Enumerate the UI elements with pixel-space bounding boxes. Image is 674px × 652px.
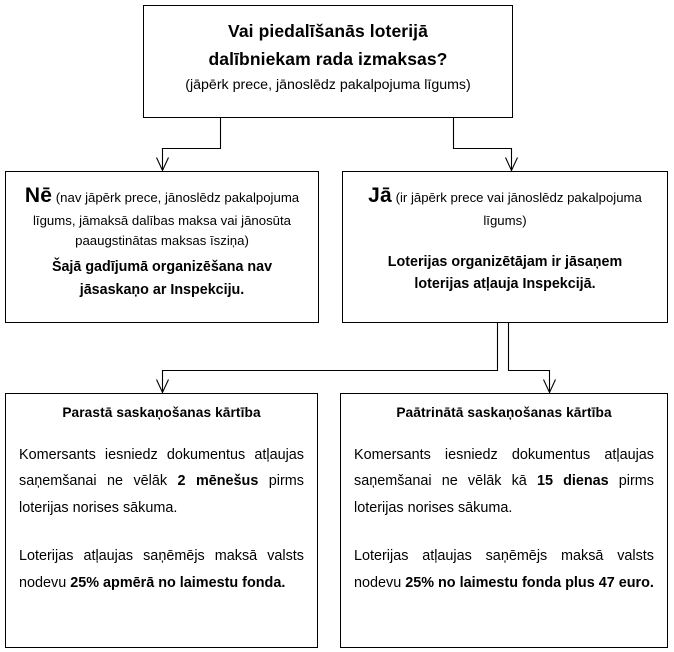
- question-subtitle: (jāpērk prece, jānoslēdz pakalpojuma līgums): [185, 76, 471, 93]
- yes-qualifier-line-1: (ir jāpērk prece vai jānoslēdz pakalpojuma: [395, 190, 642, 205]
- standard-paragraph-2: Loterijas atļaujas saņēmējs maksā valsts nodevu 25% apmērā no laimestu fonda.: [19, 548, 304, 592]
- yes-label: Jā: [368, 184, 392, 207]
- connector-yes-to-standard: [157, 323, 498, 393]
- node-no-branch: [5, 171, 319, 323]
- yes-outcome-line-2: loterijas atļauja Inspekcijā.: [414, 276, 596, 293]
- standard-title: Parastā saskaņošanas kārtība: [62, 405, 261, 420]
- no-qualifier-line-1: (nav jāpērk prece, jānoslēdz pakalpojuma: [55, 190, 300, 205]
- no-label: Nē: [24, 184, 53, 207]
- fast-title: Paātrinātā saskaņošanas kārtība: [396, 405, 612, 420]
- question-title-line-1: Vai piedalīšanās loterijā: [228, 21, 428, 41]
- node-question: [143, 5, 513, 118]
- yes-qualifier-line-2: līgums): [483, 213, 527, 229]
- node-yes-branch: [342, 171, 668, 323]
- no-outcome-line-1: Šajā gadījumā organizēšana nav: [51, 259, 273, 276]
- yes-qualifier: [351, 180, 659, 231]
- question-title-line-2: dalībniekam rada izmaksas?: [208, 49, 448, 70]
- no-qualifier-line-2: līgums, jāmaksā dalības maksa vai jānosūta: [32, 213, 291, 229]
- fast-paragraph-1: Komersants iesniedz dokumentus atļaujas saņemšanai ne vēlāk kā 15 dienas pirms loterijas norises sākuma.: [354, 446, 654, 516]
- fast-paragraph-2: Loterijas atļaujas saņēmējs maksā valsts nodevu 25% no laimestu fonda plus 47 euro.: [354, 548, 654, 592]
- yes-outcome-line-1: Loterijas organizētājam ir jāsaņem: [387, 253, 623, 270]
- connector-question-to-yes: [454, 118, 518, 171]
- no-outcome-line-2: jāsaskaņo ar Inspekciju.: [79, 281, 245, 298]
- standard-paragraph-1: Komersants iesniedz dokumentus atļaujas saņemšanai ne vēlāk 2 mēnešus pirms loterijas norises sākuma.: [19, 446, 304, 516]
- connector-question-to-no: [157, 118, 221, 171]
- no-qualifier-line-3: paaugstinātas maksas īsziņa): [75, 232, 249, 248]
- no-qualifier: [14, 180, 310, 250]
- node-standard-procedure: [5, 393, 318, 648]
- node-fast-procedure: [340, 393, 668, 648]
- connector-yes-to-fast: [509, 323, 556, 393]
- no-outcome: [14, 256, 310, 301]
- yes-outcome: [351, 251, 659, 296]
